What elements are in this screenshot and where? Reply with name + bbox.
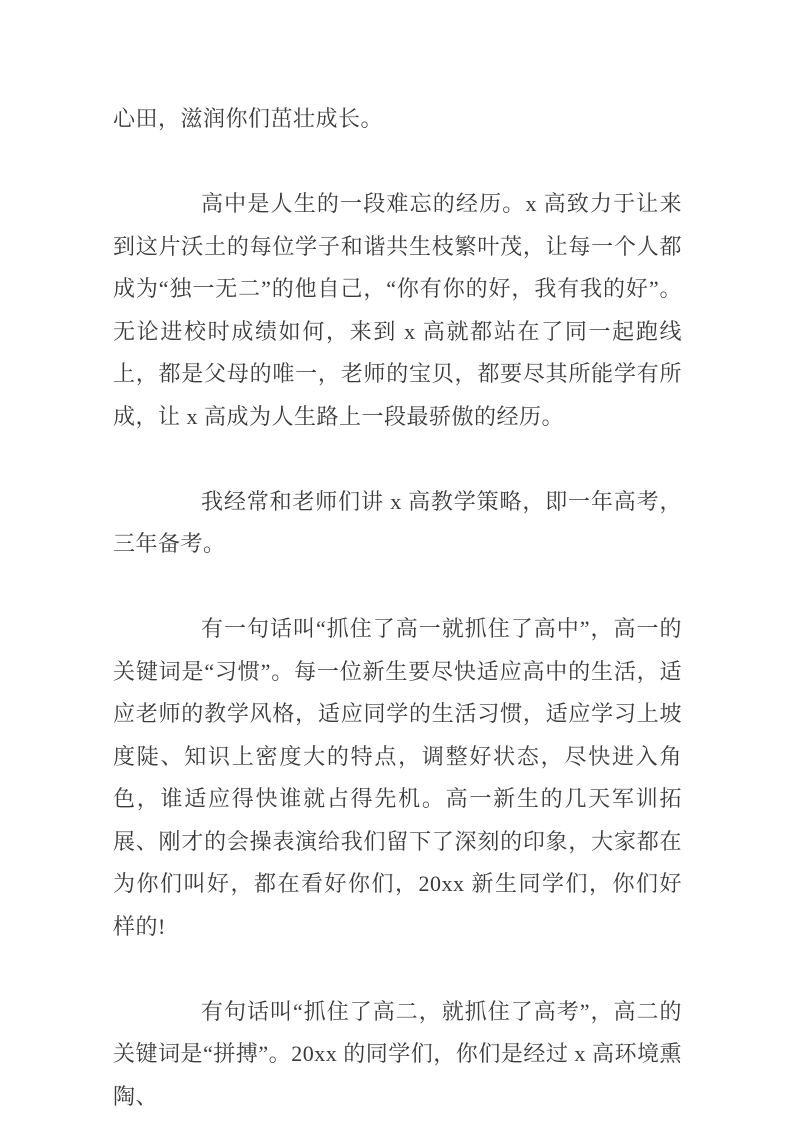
- paragraph-continuation: 心田，滋润你们茁壮成长。: [113, 106, 384, 131]
- paragraph-grade-one-habit: 有一句话叫“抓住了高一就抓住了高中”，高一的关键词是“习惯”。每一位新生要尽快适应高中的生活，适应老师的教学风格，适应同学的生活习惯，适应学习上坡度陡、知识上密度大的特点，调整好状态，尽快进入角色，谁适应得快谁就占得先机。高一新生的几天军训拓展、刚才的会操表演给我们留下了深刻的印象，大家都在为你们叫好，都在看好你们，20xx 新生同学们，你们好样的!: [113, 616, 682, 939]
- paragraph-teaching-strategy: 我经常和老师们讲 x 高教学策略，即一年高考，三年备考。: [113, 488, 682, 556]
- paragraph-grade-two-striving: 有句话叫“抓住了高二，就抓住了高考”，高二的关键词是“拼搏”。20xx 的同学们，你们是经过 x 高环境熏陶、: [113, 998, 682, 1109]
- paragraph-highschool-experience: 高中是人生的一段难忘的经历。x 高致力于让来到这片沃土的每位学子和谐共生枝繁叶茂，让每一个人都成为“独一无二”的他自己，“你有你的好，我有我的好”。无论进校时成绩如何，来到 x 高就都站在了同一起跑线上，都是父母的唯一，老师的宝贝，都要尽其所能学有所成，让 x 高成为人生路上一段最骄傲的经历。: [113, 191, 682, 429]
